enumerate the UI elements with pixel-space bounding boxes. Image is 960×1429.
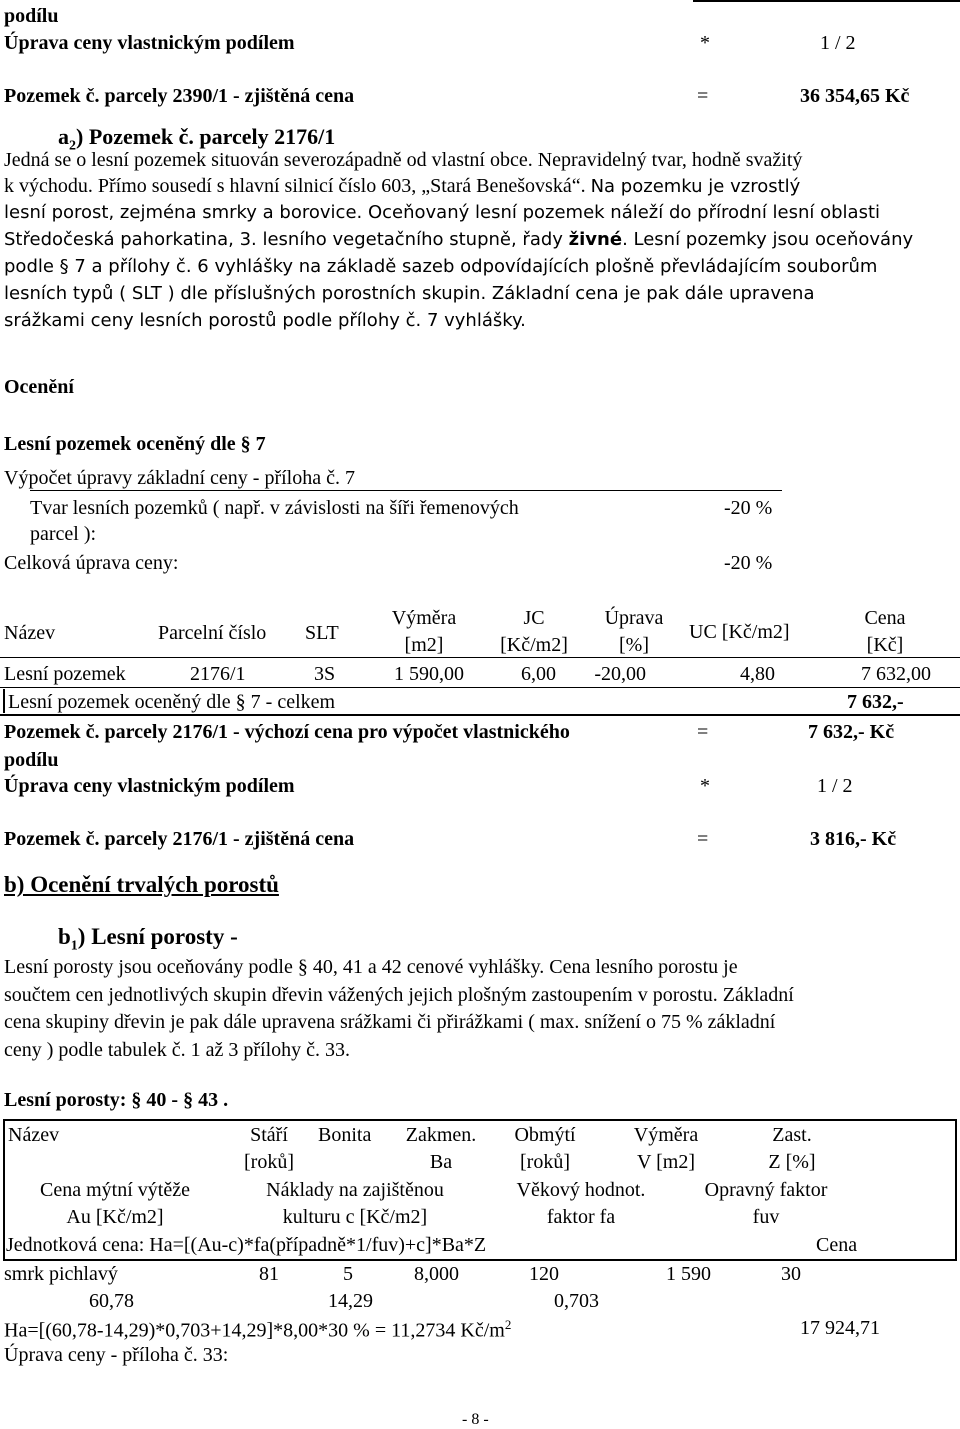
podilu-top: podílu xyxy=(4,5,59,27)
t1-total-val: 7 632,- xyxy=(847,691,904,713)
t2-h-cenamyt-1: Cena mýtní výtěže xyxy=(40,1179,190,1201)
page-number: - 8 - xyxy=(462,1411,489,1428)
t1-h-parcelni: Parcelní číslo xyxy=(158,622,267,644)
t2-h-vymera-1: Výměra xyxy=(633,1124,699,1146)
t2-r-fa: 0,703 xyxy=(554,1290,599,1312)
t2-h-opravny-1: Opravný faktor xyxy=(704,1179,828,1201)
a2-p-line7: srážkami ceny lesních porostů podle přílohy č. 7 vyhlášky. xyxy=(4,310,526,331)
celkova-val: -20 % xyxy=(724,552,773,574)
t1-row-parcelni: 2176/1 xyxy=(190,663,246,685)
t1-h-vymera-2: [m2] xyxy=(404,634,444,656)
t1-h-jc-1: JC xyxy=(523,607,545,629)
t1-row-vymera: 1 590,00 xyxy=(394,663,464,685)
t1-h-cena-1: Cena xyxy=(864,607,906,629)
t2-top-rule xyxy=(3,1119,957,1121)
t2-h-obmyti-2: [roků] xyxy=(520,1151,570,1173)
a2-p-line5: podle § 7 a přílohy č. 6 vyhlášky na základě sazeb odpovídajících plošně převládajícím souborům xyxy=(4,256,878,277)
t1-row-slt: 3S xyxy=(314,663,336,685)
t2-h-opravny-2: fuv xyxy=(752,1206,780,1228)
t2-h-zast-1: Zast. xyxy=(772,1124,812,1146)
zjistena-a2-val: 3 816,- Kč xyxy=(810,828,897,850)
celkova-label: Celková úprava ceny: xyxy=(4,552,179,574)
podilu-a2: podílu xyxy=(4,749,59,771)
t2-header-rule xyxy=(3,1259,957,1261)
t1-row-uprava: -20,00 xyxy=(594,663,646,685)
zjistena-a2-label: Pozemek č. parcely 2176/1 - zjištěná cena xyxy=(4,828,355,850)
t2-h-cena: Cena xyxy=(816,1234,858,1256)
t1-total-rule xyxy=(0,714,960,716)
t2-left-rule xyxy=(3,1119,5,1261)
parcel-2390-label: Pozemek č. parcely 2390/1 - zjištěná cena xyxy=(4,85,355,107)
t2-h-obmyti-1: Obmýtí xyxy=(514,1124,576,1146)
t1-h-vymera-1: Výměra xyxy=(391,607,457,629)
t2-h-stari-2: [roků] xyxy=(244,1151,294,1173)
uprava-a2-val: 1 / 2 xyxy=(817,775,853,797)
uprava-a2-label: Úprava ceny vlastnickým podílem xyxy=(4,775,295,797)
parcel-2390-val: 36 354,65 Kč xyxy=(800,85,910,107)
section-b-heading: b) Ocenění trvalých porostů xyxy=(4,872,279,897)
t2-h-stari-1: Stáří xyxy=(250,1124,288,1146)
a2-p-line3: lesní porost, zejména smrky a borovice. Oceňovaný lesní pozemek náleží do přírodní lesní oblasti xyxy=(4,202,881,223)
t2-r-bonita: 5 xyxy=(343,1263,353,1285)
t1-row-jc: 6,00 xyxy=(521,663,556,685)
t2-r-obmyti: 120 xyxy=(529,1263,559,1285)
t2-h-jednotkova: Jednotková cena: Ha=[(Au-c)*fa(případně*1/fuv)+c]*Ba*Z xyxy=(6,1234,487,1256)
a2-p-line4: Středočeská pahorkatina, 3. lesního vegetačního stupně, řady živné. Lesní pozemky jsou oceňovány xyxy=(4,229,914,250)
t2-r-zakmen: 8,000 xyxy=(414,1263,459,1285)
tvar-line2: parcel ): xyxy=(30,523,97,545)
t2-h-naklady-1: Náklady na zajištěnou xyxy=(266,1179,444,1201)
a2-p-line2: k východu. Přímo sousedí s hlavní silnicí číslo 603, „Stará Benešovská“. Na pozemku je vzrostlý xyxy=(4,175,801,197)
t1-row-cena: 7 632,00 xyxy=(861,663,931,685)
a2-p-line6: lesních typů ( SLT ) dle příslušných porostních skupin. Základní cena je pak dále upravena xyxy=(4,283,815,304)
tvar-val: -20 % xyxy=(724,497,773,519)
t1-h-cena-2: [Kč] xyxy=(866,634,904,656)
t2-r-c: 14,29 xyxy=(328,1290,373,1312)
a2-p-line1: Jedná se o lesní pozemek situován severozápadně od vlastní obce. Nepravidelný tvar, hodně svažitý xyxy=(4,149,803,171)
t2-r-cena: 17 924,71 xyxy=(800,1317,880,1339)
t2-h-cenamyt-2: Au [Kč/m2] xyxy=(66,1206,164,1228)
b1-p-line4: ceny ) podle tabulek č. 1 až 3 přílohy č. 33. xyxy=(4,1039,350,1061)
t2-h-zakmen-2: Ba xyxy=(429,1151,453,1173)
vychozi-val: 7 632,- Kč xyxy=(808,721,895,743)
t2-r-stari: 81 xyxy=(259,1263,279,1285)
b1-heading: $b_1$) Lesní porosty - xyxy=(58,924,238,954)
t2-h-vekovy-1: Věkový hodnot. xyxy=(516,1179,646,1201)
t2-h-zast-2: Z [%] xyxy=(768,1151,816,1173)
t2-r-uprava: Úprava ceny - příloha č. 33: xyxy=(4,1344,229,1366)
uprava-top-label: Úprava ceny vlastnickým podílem xyxy=(4,32,295,54)
oceneni-heading: Ocenění xyxy=(4,376,74,398)
t2-h-bonita: Bonita xyxy=(318,1124,372,1146)
t1-h-uprava-2: [%] xyxy=(619,634,649,656)
b1-p-line1: Lesní porosty jsou oceňovány podle § 40, 41 a 42 cenové vyhlášky. Cena lesního porostu je xyxy=(4,956,738,978)
uprava-a2-op: * xyxy=(700,775,710,797)
vychozi-op: = xyxy=(697,721,709,743)
vypocet-rule xyxy=(30,490,782,491)
t2-h-vymera-2: V [m2] xyxy=(637,1151,695,1173)
t1-row-uc: 4,80 xyxy=(740,663,775,685)
vypocet-label: Výpočet úpravy základní ceny - příloha č. 7 xyxy=(4,467,355,489)
t2-r-zast: 30 xyxy=(781,1263,801,1285)
t1-row-nazev: Lesní pozemek xyxy=(4,663,126,685)
t1-header-rule xyxy=(0,657,960,658)
top-rule xyxy=(693,0,960,2)
t2-r-vymera: 1 590 xyxy=(666,1263,711,1285)
parcel-2390-op: = xyxy=(697,85,709,107)
zjistena-a2-op: = xyxy=(697,828,709,850)
t1-h-nazev: Název xyxy=(4,622,56,644)
b1-p-line3: cena skupiny dřevin je pak dále upravena srážkami či přirážkami ( max. snížení o 75 % základní xyxy=(4,1011,776,1033)
porosty-heading: Lesní porosty: § 40 - § 43 . xyxy=(4,1089,229,1111)
t2-right-rule xyxy=(955,1119,957,1261)
t1-total-label: Lesní pozemek oceněný dle § 7 - celkem xyxy=(8,691,336,713)
t2-h-vekovy-2: faktor fa xyxy=(546,1206,616,1228)
uprava-top-op: * xyxy=(700,32,710,54)
oceneni-subheading: Lesní pozemek oceněný dle § 7 xyxy=(4,433,266,455)
t1-total-left-rule xyxy=(3,689,5,713)
t2-h-naklady-2: kulturu c [Kč/m2] xyxy=(282,1206,428,1228)
vychozi-label: Pozemek č. parcely 2176/1 - výchozí cena pro výpočet vlastnického xyxy=(4,721,570,743)
uprava-top-val: 1 / 2 xyxy=(820,32,856,54)
b1-p-line2: součtem cen jednotlivých skupin dřevin vážených jejich plošným zastoupením v porostu. Základní xyxy=(4,984,794,1006)
t2-r-formula: Ha=[(60,78-14,29)*0,703+14,29]*8,00*30 % = 11,2734 $Kč/m^2$ xyxy=(4,1317,512,1342)
t1-h-jc-2: [Kč/m2] xyxy=(500,634,568,656)
t1-row-rule xyxy=(0,687,960,688)
tvar-line1: Tvar lesních pozemků ( např. v závislosti na šíři řemenových xyxy=(30,497,519,519)
a2-heading: $a_2$) Pozemek č. parcely 2176/1 xyxy=(58,124,336,154)
t2-h-nazev: Název xyxy=(8,1124,60,1146)
t1-h-uc: UC [Kč/m2] xyxy=(689,621,790,643)
t1-h-slt: SLT xyxy=(305,622,339,644)
t1-h-uprava-1: Úprava xyxy=(604,607,664,629)
t2-h-zakmen-1: Zakmen. xyxy=(405,1124,477,1146)
t2-r-nazev: smrk pichlavý xyxy=(4,1263,118,1285)
t2-r-au: 60,78 xyxy=(89,1290,134,1312)
